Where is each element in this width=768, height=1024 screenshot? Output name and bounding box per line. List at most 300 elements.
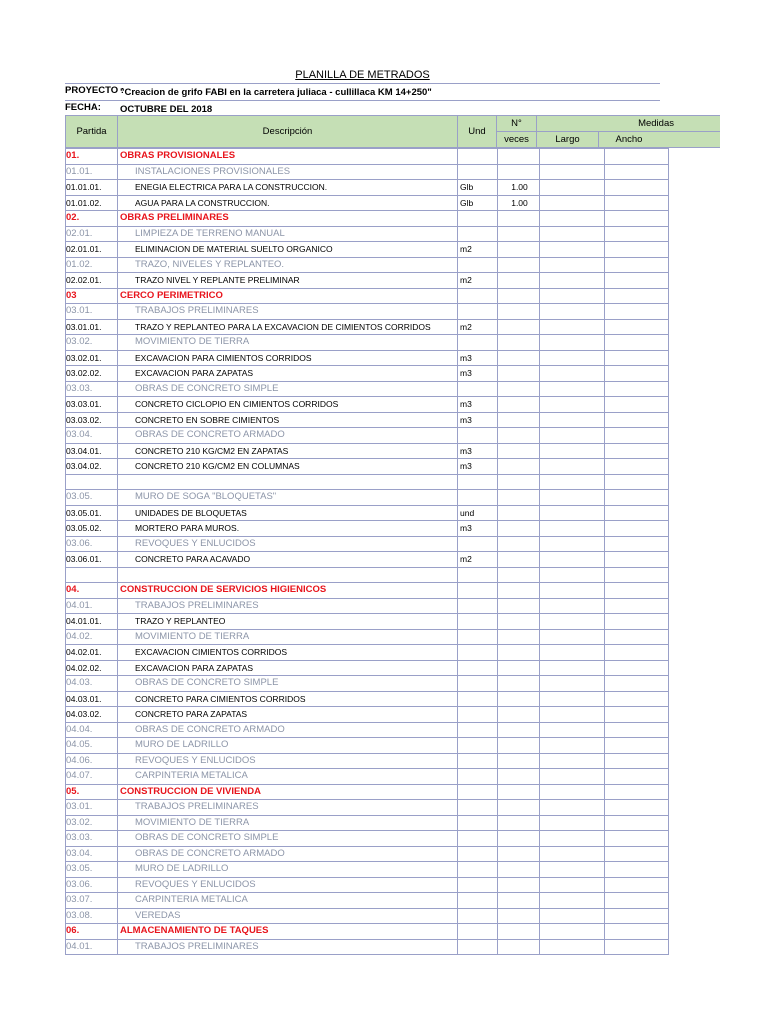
veces-cell[interactable]: [498, 459, 540, 475]
veces-cell[interactable]: [498, 583, 540, 599]
unit-cell[interactable]: [458, 536, 498, 552]
partida-cell[interactable]: 03.04.: [66, 428, 118, 444]
partida-cell[interactable]: 04.02.: [66, 629, 118, 645]
description-cell[interactable]: MURO DE SOGA "BLOQUETAS": [118, 490, 458, 506]
description-cell[interactable]: CONCRETO CICLOPIO EN CIMIENTOS CORRIDOS: [118, 397, 458, 413]
partida-cell[interactable]: [66, 474, 118, 490]
largo-cell[interactable]: [540, 924, 605, 940]
veces-cell[interactable]: [498, 412, 540, 428]
unit-cell[interactable]: [458, 304, 498, 320]
unit-cell[interactable]: [458, 567, 498, 583]
largo-cell[interactable]: [540, 412, 605, 428]
ancho-cell[interactable]: [605, 567, 669, 583]
veces-cell[interactable]: [498, 567, 540, 583]
veces-cell[interactable]: [498, 862, 540, 878]
partida-cell[interactable]: 03.01.: [66, 800, 118, 816]
largo-cell[interactable]: [540, 877, 605, 893]
partida-cell[interactable]: 02.01.01.: [66, 242, 118, 258]
description-cell[interactable]: CONCRETO 210 KG/CM2 EN COLUMNAS: [118, 459, 458, 475]
ancho-cell[interactable]: [605, 831, 669, 847]
ancho-cell[interactable]: [605, 490, 669, 506]
partida-cell[interactable]: 03.02.: [66, 815, 118, 831]
partida-cell[interactable]: 03.05.02.: [66, 521, 118, 537]
description-cell[interactable]: OBRAS DE CONCRETO SIMPLE: [118, 676, 458, 692]
largo-cell[interactable]: [540, 226, 605, 242]
veces-cell[interactable]: [498, 319, 540, 335]
largo-cell[interactable]: [540, 211, 605, 227]
partida-cell[interactable]: 05.: [66, 784, 118, 800]
largo-cell[interactable]: [540, 505, 605, 521]
unit-cell[interactable]: m2: [458, 552, 498, 568]
unit-cell[interactable]: m3: [458, 459, 498, 475]
description-cell[interactable]: CONCRETO EN SOBRE CIMIENTOS: [118, 412, 458, 428]
description-cell[interactable]: TRAZO NIVEL Y REPLANTE PRELIMINAR: [118, 273, 458, 289]
partida-cell[interactable]: 03.06.: [66, 536, 118, 552]
unit-cell[interactable]: [458, 474, 498, 490]
unit-cell[interactable]: m3: [458, 350, 498, 366]
partida-cell[interactable]: 06.: [66, 924, 118, 940]
ancho-cell[interactable]: [605, 924, 669, 940]
veces-cell[interactable]: [498, 893, 540, 909]
partida-cell[interactable]: 02.02.01.: [66, 273, 118, 289]
ancho-cell[interactable]: [605, 180, 669, 196]
partida-cell[interactable]: 03.04.01.: [66, 443, 118, 459]
description-cell[interactable]: OBRAS DE CONCRETO SIMPLE: [118, 381, 458, 397]
veces-cell[interactable]: [498, 536, 540, 552]
veces-cell[interactable]: [498, 474, 540, 490]
veces-cell[interactable]: [498, 722, 540, 738]
largo-cell[interactable]: [540, 614, 605, 630]
description-cell[interactable]: OBRAS PRELIMINARES: [118, 211, 458, 227]
partida-cell[interactable]: 04.03.: [66, 676, 118, 692]
ancho-cell[interactable]: [605, 443, 669, 459]
ancho-cell[interactable]: [605, 815, 669, 831]
largo-cell[interactable]: [540, 319, 605, 335]
description-cell[interactable]: MOVIMIENTO DE TIERRA: [118, 815, 458, 831]
unit-cell[interactable]: [458, 784, 498, 800]
unit-cell[interactable]: [458, 257, 498, 273]
veces-cell[interactable]: [498, 784, 540, 800]
ancho-cell[interactable]: [605, 288, 669, 304]
largo-cell[interactable]: [540, 769, 605, 785]
ancho-cell[interactable]: [605, 459, 669, 475]
description-cell[interactable]: CONSTRUCCION DE VIVIENDA: [118, 784, 458, 800]
description-cell[interactable]: TRABAJOS PRELIMINARES: [118, 304, 458, 320]
ancho-cell[interactable]: [605, 738, 669, 754]
partida-cell[interactable]: 02.01.: [66, 226, 118, 242]
description-cell[interactable]: CONCRETO PARA CIMIENTOS CORRIDOS: [118, 691, 458, 707]
veces-cell[interactable]: 1.00: [498, 180, 540, 196]
ancho-cell[interactable]: [605, 722, 669, 738]
unit-cell[interactable]: [458, 614, 498, 630]
veces-cell[interactable]: [498, 257, 540, 273]
ancho-cell[interactable]: [605, 412, 669, 428]
description-cell[interactable]: OBRAS DE CONCRETO ARMADO: [118, 846, 458, 862]
veces-cell[interactable]: [498, 691, 540, 707]
ancho-cell[interactable]: [605, 397, 669, 413]
veces-cell[interactable]: [498, 381, 540, 397]
unit-cell[interactable]: [458, 831, 498, 847]
unit-cell[interactable]: [458, 939, 498, 955]
unit-cell[interactable]: m3: [458, 366, 498, 382]
description-cell[interactable]: CARPINTERIA METALICA: [118, 893, 458, 909]
largo-cell[interactable]: [540, 800, 605, 816]
partida-cell[interactable]: 01.01.02.: [66, 195, 118, 211]
partida-cell[interactable]: 03.07.: [66, 893, 118, 909]
largo-cell[interactable]: [540, 257, 605, 273]
partida-cell[interactable]: 03.02.: [66, 335, 118, 351]
description-cell[interactable]: CONCRETO 210 KG/CM2 EN ZAPATAS: [118, 443, 458, 459]
description-cell[interactable]: OBRAS PROVISIONALES: [118, 149, 458, 165]
description-cell[interactable]: VEREDAS: [118, 908, 458, 924]
veces-cell[interactable]: 1.00: [498, 195, 540, 211]
description-cell[interactable]: ELIMINACION DE MATERIAL SUELTO ORGANICO: [118, 242, 458, 258]
description-cell[interactable]: TRABAJOS PRELIMINARES: [118, 598, 458, 614]
description-cell[interactable]: ALMACENAMIENTO DE TAQUES: [118, 924, 458, 940]
unit-cell[interactable]: [458, 660, 498, 676]
unit-cell[interactable]: [458, 815, 498, 831]
partida-cell[interactable]: 04.03.02.: [66, 707, 118, 723]
largo-cell[interactable]: [540, 598, 605, 614]
description-cell[interactable]: EXCAVACION PARA CIMIENTOS CORRIDOS: [118, 350, 458, 366]
description-cell[interactable]: CONCRETO PARA ZAPATAS: [118, 707, 458, 723]
partida-cell[interactable]: 04.05.: [66, 738, 118, 754]
unit-cell[interactable]: [458, 924, 498, 940]
partida-cell[interactable]: 03.08.: [66, 908, 118, 924]
description-cell[interactable]: OBRAS DE CONCRETO SIMPLE: [118, 831, 458, 847]
ancho-cell[interactable]: [605, 800, 669, 816]
largo-cell[interactable]: [540, 490, 605, 506]
description-cell[interactable]: AGUA PARA LA CONSTRUCCION.: [118, 195, 458, 211]
ancho-cell[interactable]: [605, 319, 669, 335]
veces-cell[interactable]: [498, 505, 540, 521]
partida-cell[interactable]: 03.01.: [66, 304, 118, 320]
largo-cell[interactable]: [540, 831, 605, 847]
ancho-cell[interactable]: [605, 428, 669, 444]
veces-cell[interactable]: [498, 428, 540, 444]
unit-cell[interactable]: [458, 893, 498, 909]
largo-cell[interactable]: [540, 552, 605, 568]
largo-cell[interactable]: [540, 862, 605, 878]
description-cell[interactable]: MOVIMIENTO DE TIERRA: [118, 629, 458, 645]
largo-cell[interactable]: [540, 149, 605, 165]
veces-cell[interactable]: [498, 226, 540, 242]
ancho-cell[interactable]: [605, 846, 669, 862]
ancho-cell[interactable]: [605, 149, 669, 165]
veces-cell[interactable]: [498, 738, 540, 754]
ancho-cell[interactable]: [605, 753, 669, 769]
partida-cell[interactable]: 03.02.01.: [66, 350, 118, 366]
ancho-cell[interactable]: [605, 583, 669, 599]
partida-cell[interactable]: 04.07.: [66, 769, 118, 785]
veces-cell[interactable]: [498, 242, 540, 258]
veces-cell[interactable]: [498, 908, 540, 924]
description-cell[interactable]: EXCAVACION PARA ZAPATAS: [118, 366, 458, 382]
partida-cell[interactable]: [66, 567, 118, 583]
description-cell[interactable]: OBRAS DE CONCRETO ARMADO: [118, 722, 458, 738]
description-cell[interactable]: TRAZO, NIVELES Y REPLANTEO.: [118, 257, 458, 273]
largo-cell[interactable]: [540, 691, 605, 707]
ancho-cell[interactable]: [605, 335, 669, 351]
ancho-cell[interactable]: [605, 474, 669, 490]
description-cell[interactable]: ENEGIA ELECTRICA PARA LA CONSTRUCCION.: [118, 180, 458, 196]
unit-cell[interactable]: [458, 164, 498, 180]
largo-cell[interactable]: [540, 288, 605, 304]
unit-cell[interactable]: [458, 722, 498, 738]
description-cell[interactable]: [118, 474, 458, 490]
ancho-cell[interactable]: [605, 676, 669, 692]
veces-cell[interactable]: [498, 614, 540, 630]
description-cell[interactable]: CONCRETO PARA ACAVADO: [118, 552, 458, 568]
veces-cell[interactable]: [498, 924, 540, 940]
ancho-cell[interactable]: [605, 893, 669, 909]
partida-cell[interactable]: 03.02.02.: [66, 366, 118, 382]
partida-cell[interactable]: 04.01.01.: [66, 614, 118, 630]
partida-cell[interactable]: 04.06.: [66, 753, 118, 769]
partida-cell[interactable]: 04.01.: [66, 598, 118, 614]
description-cell[interactable]: TRAZO Y REPLANTEO: [118, 614, 458, 630]
largo-cell[interactable]: [540, 583, 605, 599]
partida-cell[interactable]: 03.04.: [66, 846, 118, 862]
unit-cell[interactable]: [458, 738, 498, 754]
ancho-cell[interactable]: [605, 195, 669, 211]
ancho-cell[interactable]: [605, 784, 669, 800]
partida-cell[interactable]: 03.05.: [66, 490, 118, 506]
veces-cell[interactable]: [498, 939, 540, 955]
description-cell[interactable]: LIMPIEZA DE TERRENO MANUAL: [118, 226, 458, 242]
partida-cell[interactable]: 01.01.01.: [66, 180, 118, 196]
partida-cell[interactable]: 04.01.: [66, 939, 118, 955]
ancho-cell[interactable]: [605, 660, 669, 676]
largo-cell[interactable]: [540, 428, 605, 444]
partida-cell[interactable]: 04.: [66, 583, 118, 599]
ancho-cell[interactable]: [605, 908, 669, 924]
ancho-cell[interactable]: [605, 862, 669, 878]
unit-cell[interactable]: [458, 691, 498, 707]
largo-cell[interactable]: [540, 784, 605, 800]
unit-cell[interactable]: [458, 908, 498, 924]
veces-cell[interactable]: [498, 815, 540, 831]
unit-cell[interactable]: [458, 381, 498, 397]
ancho-cell[interactable]: [605, 769, 669, 785]
partida-cell[interactable]: 02.: [66, 211, 118, 227]
description-cell[interactable]: CERCO PERIMETRICO: [118, 288, 458, 304]
unit-cell[interactable]: [458, 149, 498, 165]
ancho-cell[interactable]: [605, 164, 669, 180]
largo-cell[interactable]: [540, 366, 605, 382]
description-cell[interactable]: MOVIMIENTO DE TIERRA: [118, 335, 458, 351]
largo-cell[interactable]: [540, 521, 605, 537]
largo-cell[interactable]: [540, 707, 605, 723]
ancho-cell[interactable]: [605, 614, 669, 630]
unit-cell[interactable]: [458, 846, 498, 862]
description-cell[interactable]: UNIDADES DE BLOQUETAS: [118, 505, 458, 521]
description-cell[interactable]: [118, 567, 458, 583]
veces-cell[interactable]: [498, 598, 540, 614]
largo-cell[interactable]: [540, 939, 605, 955]
unit-cell[interactable]: [458, 490, 498, 506]
unit-cell[interactable]: m3: [458, 521, 498, 537]
unit-cell[interactable]: m2: [458, 319, 498, 335]
veces-cell[interactable]: [498, 645, 540, 661]
ancho-cell[interactable]: [605, 242, 669, 258]
description-cell[interactable]: TRABAJOS PRELIMINARES: [118, 939, 458, 955]
ancho-cell[interactable]: [605, 645, 669, 661]
unit-cell[interactable]: [458, 226, 498, 242]
ancho-cell[interactable]: [605, 939, 669, 955]
description-cell[interactable]: OBRAS DE CONCRETO ARMADO: [118, 428, 458, 444]
veces-cell[interactable]: [498, 350, 540, 366]
unit-cell[interactable]: m3: [458, 412, 498, 428]
veces-cell[interactable]: [498, 877, 540, 893]
description-cell[interactable]: MURO DE LADRILLO: [118, 862, 458, 878]
largo-cell[interactable]: [540, 660, 605, 676]
partida-cell[interactable]: 03.03.: [66, 381, 118, 397]
ancho-cell[interactable]: [605, 273, 669, 289]
largo-cell[interactable]: [540, 536, 605, 552]
largo-cell[interactable]: [540, 350, 605, 366]
partida-cell[interactable]: 03.01.01.: [66, 319, 118, 335]
unit-cell[interactable]: [458, 288, 498, 304]
partida-cell[interactable]: 03.03.02.: [66, 412, 118, 428]
largo-cell[interactable]: [540, 629, 605, 645]
veces-cell[interactable]: [498, 676, 540, 692]
unit-cell[interactable]: [458, 428, 498, 444]
veces-cell[interactable]: [498, 769, 540, 785]
veces-cell[interactable]: [498, 521, 540, 537]
ancho-cell[interactable]: [605, 366, 669, 382]
veces-cell[interactable]: [498, 149, 540, 165]
ancho-cell[interactable]: [605, 536, 669, 552]
unit-cell[interactable]: [458, 707, 498, 723]
veces-cell[interactable]: [498, 707, 540, 723]
description-cell[interactable]: REVOQUES Y ENLUCIDOS: [118, 536, 458, 552]
veces-cell[interactable]: [498, 273, 540, 289]
unit-cell[interactable]: [458, 211, 498, 227]
description-cell[interactable]: CONSTRUCCION DE SERVICIOS HIGIENICOS: [118, 583, 458, 599]
unit-cell[interactable]: [458, 862, 498, 878]
largo-cell[interactable]: [540, 335, 605, 351]
unit-cell[interactable]: [458, 800, 498, 816]
largo-cell[interactable]: [540, 722, 605, 738]
partida-cell[interactable]: 04.02.02.: [66, 660, 118, 676]
unit-cell[interactable]: [458, 583, 498, 599]
largo-cell[interactable]: [540, 397, 605, 413]
description-cell[interactable]: EXCAVACION PARA ZAPATAS: [118, 660, 458, 676]
unit-cell[interactable]: und: [458, 505, 498, 521]
veces-cell[interactable]: [498, 800, 540, 816]
largo-cell[interactable]: [540, 738, 605, 754]
ancho-cell[interactable]: [605, 877, 669, 893]
partida-cell[interactable]: 03.06.01.: [66, 552, 118, 568]
largo-cell[interactable]: [540, 180, 605, 196]
largo-cell[interactable]: [540, 273, 605, 289]
veces-cell[interactable]: [498, 846, 540, 862]
partida-cell[interactable]: 03.04.02.: [66, 459, 118, 475]
veces-cell[interactable]: [498, 211, 540, 227]
description-cell[interactable]: MORTERO PARA MUROS.: [118, 521, 458, 537]
partida-cell[interactable]: 04.02.01.: [66, 645, 118, 661]
largo-cell[interactable]: [540, 242, 605, 258]
unit-cell[interactable]: [458, 335, 498, 351]
veces-cell[interactable]: [498, 304, 540, 320]
unit-cell[interactable]: Glb: [458, 195, 498, 211]
veces-cell[interactable]: [498, 629, 540, 645]
largo-cell[interactable]: [540, 815, 605, 831]
partida-cell[interactable]: 04.03.01.: [66, 691, 118, 707]
veces-cell[interactable]: [498, 397, 540, 413]
largo-cell[interactable]: [540, 474, 605, 490]
description-cell[interactable]: TRABAJOS PRELIMINARES: [118, 800, 458, 816]
ancho-cell[interactable]: [605, 691, 669, 707]
unit-cell[interactable]: m3: [458, 443, 498, 459]
partida-cell[interactable]: 01.: [66, 149, 118, 165]
description-cell[interactable]: CARPINTERIA METALICA: [118, 769, 458, 785]
ancho-cell[interactable]: [605, 629, 669, 645]
veces-cell[interactable]: [498, 288, 540, 304]
veces-cell[interactable]: [498, 660, 540, 676]
partida-cell[interactable]: 03.03.01.: [66, 397, 118, 413]
unit-cell[interactable]: [458, 629, 498, 645]
largo-cell[interactable]: [540, 676, 605, 692]
veces-cell[interactable]: [498, 490, 540, 506]
unit-cell[interactable]: m3: [458, 397, 498, 413]
largo-cell[interactable]: [540, 443, 605, 459]
partida-cell[interactable]: 03.05.: [66, 862, 118, 878]
ancho-cell[interactable]: [605, 304, 669, 320]
description-cell[interactable]: EXCAVACION CIMIENTOS CORRIDOS: [118, 645, 458, 661]
largo-cell[interactable]: [540, 304, 605, 320]
largo-cell[interactable]: [540, 381, 605, 397]
veces-cell[interactable]: [498, 552, 540, 568]
unit-cell[interactable]: Glb: [458, 180, 498, 196]
unit-cell[interactable]: m2: [458, 273, 498, 289]
largo-cell[interactable]: [540, 893, 605, 909]
largo-cell[interactable]: [540, 645, 605, 661]
veces-cell[interactable]: [498, 164, 540, 180]
largo-cell[interactable]: [540, 164, 605, 180]
partida-cell[interactable]: 03.05.01.: [66, 505, 118, 521]
partida-cell[interactable]: 03: [66, 288, 118, 304]
ancho-cell[interactable]: [605, 521, 669, 537]
largo-cell[interactable]: [540, 846, 605, 862]
largo-cell[interactable]: [540, 753, 605, 769]
unit-cell[interactable]: [458, 877, 498, 893]
ancho-cell[interactable]: [605, 707, 669, 723]
description-cell[interactable]: INSTALACIONES PROVISIONALES: [118, 164, 458, 180]
ancho-cell[interactable]: [605, 211, 669, 227]
unit-cell[interactable]: m2: [458, 242, 498, 258]
ancho-cell[interactable]: [605, 505, 669, 521]
largo-cell[interactable]: [540, 567, 605, 583]
unit-cell[interactable]: [458, 769, 498, 785]
veces-cell[interactable]: [498, 831, 540, 847]
ancho-cell[interactable]: [605, 257, 669, 273]
unit-cell[interactable]: [458, 645, 498, 661]
description-cell[interactable]: TRAZO Y REPLANTEO PARA LA EXCAVACION DE CIMIENTOS CORRIDOS: [118, 319, 458, 335]
largo-cell[interactable]: [540, 195, 605, 211]
ancho-cell[interactable]: [605, 552, 669, 568]
partida-cell[interactable]: 03.03.: [66, 831, 118, 847]
veces-cell[interactable]: [498, 753, 540, 769]
unit-cell[interactable]: [458, 753, 498, 769]
unit-cell[interactable]: [458, 598, 498, 614]
ancho-cell[interactable]: [605, 598, 669, 614]
description-cell[interactable]: REVOQUES Y ENLUCIDOS: [118, 877, 458, 893]
description-cell[interactable]: MURO DE LADRILLO: [118, 738, 458, 754]
description-cell[interactable]: REVOQUES Y ENLUCIDOS: [118, 753, 458, 769]
largo-cell[interactable]: [540, 459, 605, 475]
